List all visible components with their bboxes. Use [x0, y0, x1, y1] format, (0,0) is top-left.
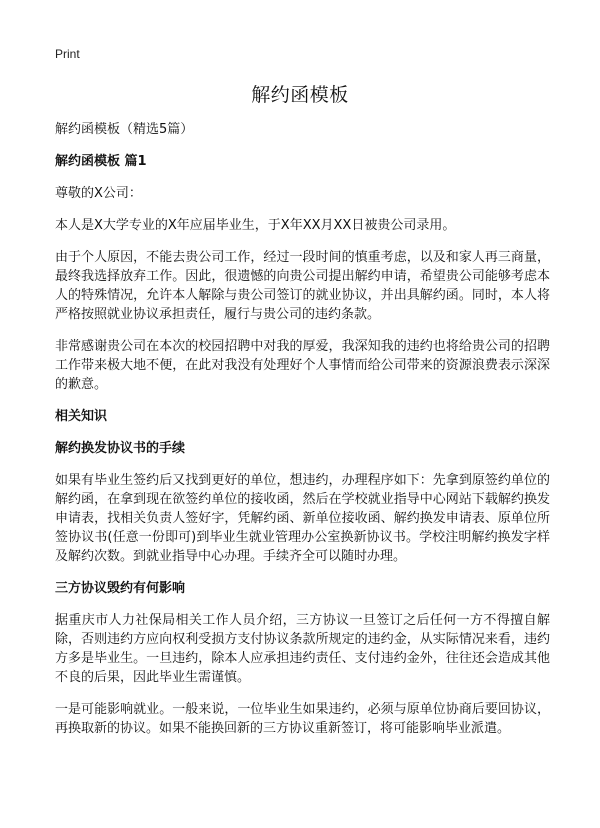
paragraph-5: 据重庆市人力社保局相关工作人员介绍，三方协议一旦签订之后任何一方不得擅自解除，否则违约方应向权利受损方支付协议条款所规定的违约金，从实际情况来看，违约方多是毕业生。一旦违约，除本人应承担违约责任、支付违约金外，往往还会造成其他不良的后果，因此毕业生需谨慎。 — [55, 613, 550, 685]
paragraph-3: 非常感谢贵公司在本次的校园招聘中对我的厚爱，我深知我的违约也将给贵公司的招聘工作带来极大地不便，在此对我没有处理好个人事情而给公司带来的资源浪费表示深深的歉意。 — [55, 339, 550, 392]
impact-heading: 三方协议毁约有何影响 — [55, 581, 186, 596]
paragraph-4: 如果有毕业生签约后又找到更好的单位，想违约，办理程序如下：先拿到原签约单位的解约函，在拿到现在欲签约单位的接收函，然后在学校就业指导中心网站下载解约换发申请表，找相关负责人签好字，凭解约函、新单位接收函、解约换发申请表、原单位所签协议书(任意一份即可)到毕业生就业管理办公室换新协议书。学校注明解约换发字样及解约次数。到就业指导中心办理。手续齐全可以随时办理。 — [55, 473, 550, 564]
paragraph-6: 一是可能影响就业。一般来说，一位毕业生如果违约，必须与原单位协商后要回协议，再换取新的协议。如果不能换回新的三方协议重新签订，将可能影响毕业派遣。 — [55, 702, 550, 736]
document-title: 解约函模板 — [251, 84, 349, 106]
paragraph-2: 由于个人原因，不能去贵公司工作，经过一段时间的慎重考虑，以及和家人再三商量，最终我选择放弃工作。因此，很遗憾的向贵公司提出解约申请，希望贵公司能够考虑本人的特殊情况，允许本人解除与贵公司签订的就业协议，并出具解约函。同时，本人将严格按照就业协议承担责任，履行与贵公司的违约条款。 — [55, 250, 550, 322]
document-subtitle: 解约函模板（精选5篇） — [55, 122, 194, 137]
section-heading-1: 解约函模板 篇1 — [55, 154, 147, 169]
salutation: 尊敬的X公司： — [55, 186, 142, 201]
paragraph-1: 本人是X大学专业的X年应届毕业生，于X年XX月XX日被贵公司录用。 — [55, 218, 456, 233]
procedure-heading: 解约换发协议书的手续 — [55, 441, 186, 456]
print-label: Print — [55, 47, 80, 61]
related-knowledge-heading: 相关知识 — [55, 409, 108, 424]
document-body — [55, 120, 550, 738]
